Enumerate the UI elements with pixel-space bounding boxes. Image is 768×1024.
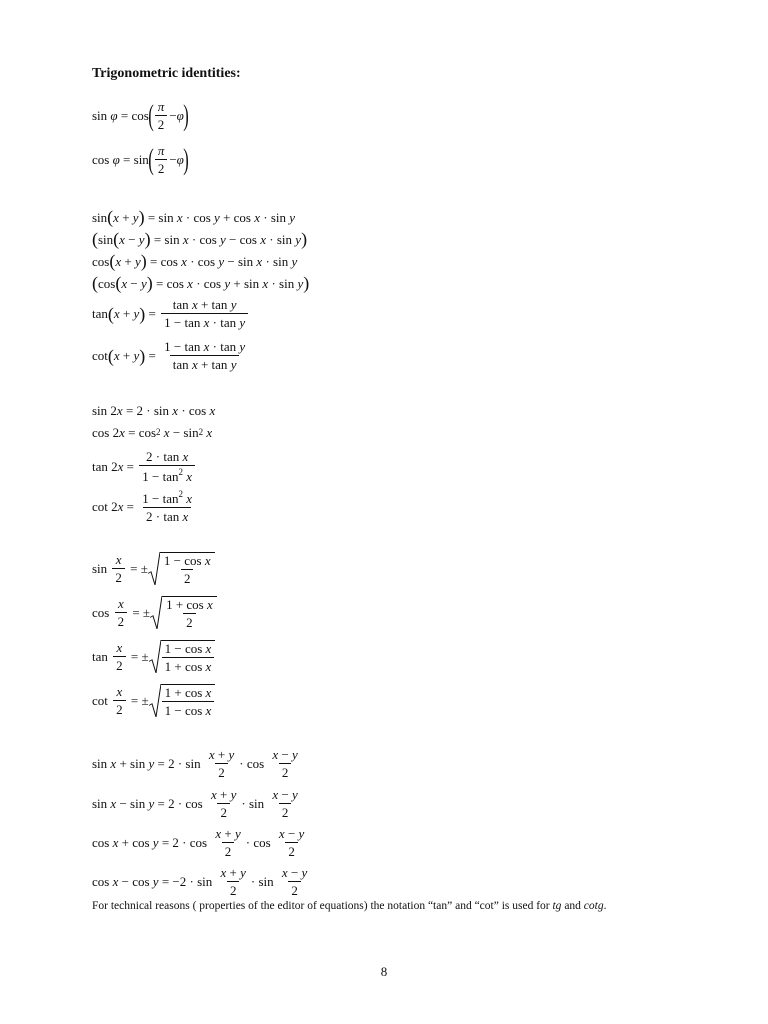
identity-sin-diff: ( sin ( x − y ) = sin x · cos y − cos x · sin y ) bbox=[92, 229, 308, 249]
page-number: 8 bbox=[380, 964, 388, 979]
identity-cot-double: cot 2 x = $\frac{1 - \tan^2 x}{\text{2 · tan x}}$ bbox=[92, 489, 193, 524]
identity-cos-phi: cos φ = sin ( $\frac{\pi}{2}$ − φ ) bbox=[92, 142, 189, 176]
footnote-text: For technical reasons ( properties of the editor of equations) the notation “tan” and “cot” is used for bbox=[92, 900, 550, 912]
identity-cos-minus-cos: cos x − cos y = −2 · sin $\frac{x + y}{2}$ · sin $\frac{x - y}{2}$ bbox=[92, 865, 308, 898]
identity-sin-minus-sin: sin x − sin y = 2 · cos $\frac{x + y}{2}$ · sin $\frac{x - y}{2}$ bbox=[92, 787, 298, 820]
identity-cos-diff: ( cos ( x − y ) = cos x · cos y + sin x · sin y ) bbox=[92, 273, 310, 293]
identity-sin-phi: sin φ = cos ( $\frac{\pi}{2}$ − φ ) bbox=[92, 98, 189, 132]
identity-sin-sum: sin ( x + y ) = sin x · cos y + cos x · sin y bbox=[92, 207, 296, 227]
identity-tan-half: tan $\frac{x}{2}$ = ± $\frac{\text{1 − cos x}}{\text{1 + cos x}}$ bbox=[92, 640, 215, 673]
identity-cos-sum: cos ( x + y ) = cos x · cos y − sin x · sin y bbox=[92, 251, 298, 271]
footnote-tg: tg bbox=[552, 900, 562, 912]
identity-tan-double: tan 2 x = $\frac{\text{2 · tan x}}{1 - \tan^2 x}$ bbox=[92, 450, 197, 483]
footnote-cotg: cotg bbox=[583, 900, 604, 912]
identity-sin-plus-sin: sin x + sin y = 2 · sin $\frac{x + y}{2}$ · cos $\frac{x - y}{2}$ bbox=[92, 747, 298, 780]
identity-sin-double: sin 2 x = 2 · sin x · cos x bbox=[92, 403, 216, 418]
footnote bbox=[92, 900, 606, 912]
identity-cos-plus-cos: cos x + cos y = 2 · cos $\frac{x + y}{2}$ · cos $\frac{x - y}{2}$ bbox=[92, 826, 305, 859]
footnote-end: . bbox=[603, 900, 607, 912]
page-title: Trigonometric identities: bbox=[92, 66, 241, 81]
identity-cos-double: cos 2 x = cos 2 x − sin 2 x bbox=[92, 425, 213, 440]
identity-cot-half: cot $\frac{x}{2}$ = ± $\frac{\text{1 + cos x}}{\text{1 − cos x}}$ bbox=[92, 684, 215, 717]
identity-cos-half: cos $\frac{x}{2}$ = ± $\frac{\text{1 + cos x}}{2}$ bbox=[92, 596, 217, 629]
identity-sin-half: sin $\frac{x}{2}$ = ± $\frac{\text{1 − cos x}}{2}$ bbox=[92, 552, 215, 585]
identity-cot-sum: cot ( x + y ) = $\frac{\text{1 − tan x · tan y}}{\text{tan x + tan y}}$ bbox=[92, 339, 246, 372]
identity-tan-sum: tan ( x + y ) = $\frac{\text{tan x + tan y}}{\text{1 − tan x · tan y}}$ bbox=[92, 298, 250, 329]
footnote-and: and bbox=[564, 900, 581, 912]
